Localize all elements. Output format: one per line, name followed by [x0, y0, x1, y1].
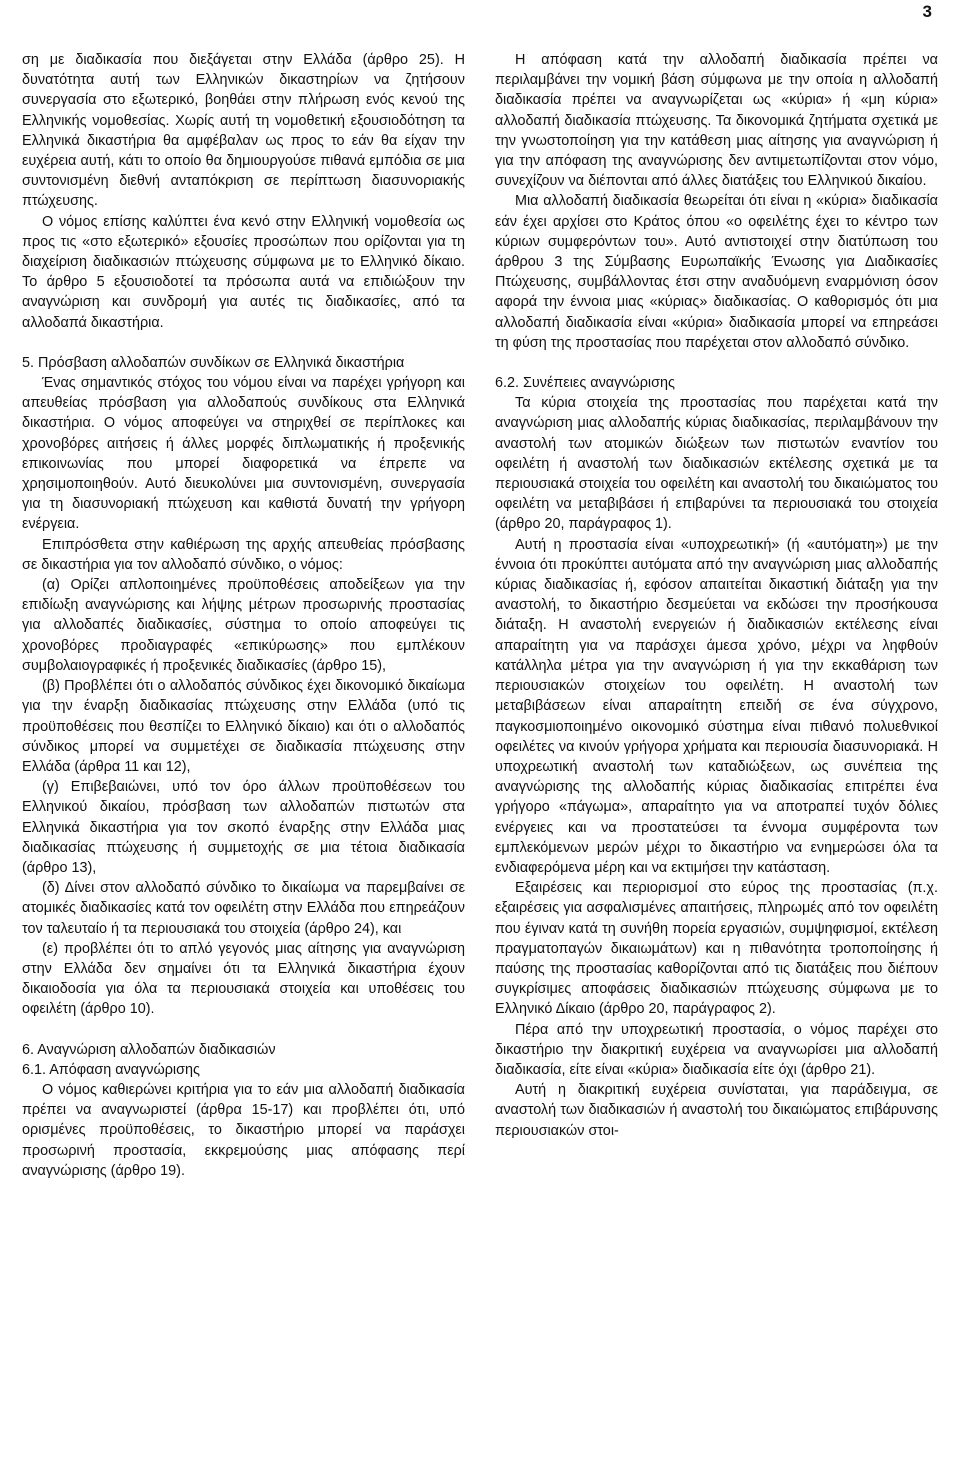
paragraph: Επιπρόσθετα στην καθιέρωση της αρχής απευθείας πρόσβασης σε δικαστήρια για τον αλλοδαπό σύνδικο, ο νόμος:: [22, 536, 465, 573]
subsection-heading: 6.2. Συνέπειες αναγνώρισης: [495, 375, 675, 392]
list-item: (δ) Δίνει στον αλλοδαπό σύνδικο το δικαίωμα να παρεμβαίνει σε ατομικές διαδικασίες κατά τον οφειλέτη στην Ελλάδα που επηρεάζουν τον ταλευταίο ή τα περιουσιακά του στοιχεία (άρθρο 24), και: [22, 880, 465, 937]
right-column: [495, 50, 938, 1141]
subsection-heading: 6.1. Απόφαση αναγνώρισης: [22, 1061, 200, 1078]
paragraph: Ο νόμος καθιερώνει κριτήρια για το εάν μια αλλοδαπή διαδικασία πρέπει να αναγνωριστεί (άρθρα 15-17) και προβλέπει ότι, υπό ορισμένες προϋποθέσεις, το δικαστήριο μπορεί να παράσχει προσωρινή προστασία, εκκρεμούσης μιας απόφασης περί αναγνώρισης (άρθρο 19).: [22, 1081, 465, 1179]
paragraph: Η απόφαση κατά την αλλοδαπή διαδικασία πρέπει να περιλαμβάνει την νομική βάση σύμφωνα με την οποία η αλλοδαπή διαδικασία πρέπει να αναγνωρίζεται ως «κύρια» ή «μη κύρια» αλλοδαπή διαδικασία πτώχευσης. Τα δικονομικά ζητήματα σχετικά με την γνωστοποίηση για την κατάθεση μιας αίτησης για αναγνώριση ή για την απόφαση της αναγνώρισης δεν αντιμετωπίζονται στον νόμο, συνεχίζουν να διέπονται από άλλες διατάξεις του Ελληνικού δικαίου.: [495, 52, 938, 190]
paragraph: Εξαιρέσεις και περιορισμοί στο εύρος της προστασίας (π.χ. εξαιρέσεις για ασφαλισμένες απαιτήσεις, πληρωμές από τον οφειλέτη που έγιναν κατά τη συνήθη πορεία εργασιών, συμψηφισμοί, εκτέλεση πραγματοπαγών δικαιωμάτων) και η πιθανότητα τροποποίησης ή παύσης της προστασίας καθορίζονται από τις διατάξεις που διέπουν συγκρίσιμες αποφάσεις διαδικασιών πτώχευσης σύμφωνα με το Ελληνικό Δίκαιο (άρθρο 20, παράγραφος 2).: [495, 880, 938, 1018]
paragraph: Αυτή η διακριτική ευχέρεια συνίσταται, για παράδειγμα, σε αναστολή των διαδικασιών ή αναστολή του δικαιώματος επιβάρυνσης περιουσιακών στοι-: [495, 1082, 938, 1139]
section-heading: 6. Αναγνώριση αλλοδαπών διαδικασιών: [22, 1041, 276, 1058]
page-number: 3: [922, 2, 932, 21]
paragraph: Μια αλλοδαπή διαδικασία θεωρείται ότι είναι η «κύρια» διαδικασία εάν έχει αρχίσει στο Κράτος όπου «ο οφειλέτης έχει το κέντρο των κύριων συμφερόντων του». Αυτό αντιστοιχεί στην διατύπωση του άρθρου 3 της Σύμβασης Ευρωπαϊκής Ένωσης για Διαδικασίες Πτώχευσης, συμβάλλοντας έτσι στην αναδυόμενη εναρμόνιση όσον αφορά την έννοια μιας «κύριας» διαδικασίας. Ο καθορισμός ότι μια αλλοδαπή διαδικασία είναι «κύρια» διαδικασία μπορεί να επηρεάσει τη φύση της προστασίας που παρέχεται στον αλλοδαπό σύνδικο.: [495, 193, 938, 351]
paragraph: Αυτή η προστασία είναι «υποχρεωτική» (ή «αυτόματη») με την έννοια ότι προκύπτει αυτόματα από την αναγνώριση μιας αλλοδαπής κύριας διαδικασίας ή, εφόσον απαιτείται δικαστική διάταξη για την αναστολή, το δικαστήριο δεσμεύεται να εκδώσει την προσήκουσα διάταξη. Η αναστολή ενεργειών ή διαδικασιών εκτέλεσης είναι απαραίτητη για να παράσχει άμεσα χρόνο, μέχρι να ληφθούν κατάλληλα μέτρα για την αναγνώριση ή για την εκκαθάριση των περιουσιακών στοιχείων του οφειλέτη. Η αναστολή των μεταβιβάσεων είναι απαραίτητη επειδή σε ένα σύγχρονο, παγκοσμιοποιημένο οικονομικό σύστημα είναι πιθανό πολυεθνικοί οφειλέτες να κινούν γρήγορα χρήματα και περιουσία διασυνοριακά. Η υποχρεωτική αναστολή των καταδιώξεων, ως συνέπεια της αναγνώρισης της αλλοδαπής κύριας διαδικασίας επιτρέπει ένα γρήγορο «πάγωμα», απαραίτητο για να αποτραπεί τυχόν δόλιες ενέργειες και να προστατεύσει τα έννομα συμφέροντα των εμπλεκόμενων μερών μέχρι το δικαστήριο να ενημερώσει όλα τα ενδιαφερόμενα μέρη και να εκτιμήσει την κατάσταση.: [495, 536, 938, 876]
list-item: (α) Ορίζει απλοποιημένες προϋποθέσεις αποδείξεων για την επιδίωξη αναγνώρισης και λήψης μέτρων προσωρινής προστασίας για αλλοδαπές διαδικασίες, σύστημα το οποίο αποφεύγει τις χρονοβόρες προδιαγραφές «επικύρωσης» που εμπλέκουν συμβολαιογραφικές ή προξενικές διαδικασίες (άρθρο 15),: [22, 577, 465, 674]
paragraph: ση με διαδικασία που διεξάγεται στην Ελλάδα (άρθρο 25). Η δυνατότητα αυτή των Ελληνικών δικαστηρίων να ζητήσουν συνεργασία στο εξωτερικό, βοηθάει στην πλήρωση ενός κενού της Ελληνικής νομοθεσίας. Χωρίς αυτή τη νομοθετική εξουσιοδότηση τα Ελληνικά δικαστήρια θα αμφέβαλαν ως προς το εάν θα είχαν την ευχέρεια αυτή, κάτι το οποίο θα δημιουργούσε πιθανά εμπόδια σε μια συντονισμένη διεθνή ανταπόκριση σε περίπτωση διασυνοριακής πτώχευσης.: [22, 52, 465, 210]
list-item: (β) Προβλέπει ότι ο αλλοδαπός σύνδικος έχει δικονομικό δικαίωμα για την έναρξη διαδικασίας πτώχευσης στην Ελλάδα (υπό τις προϋποθέσεις που θεσπίζει το Ελληνικό δίκαιο) και ότι ο αλλοδαπός σύνδικος μπορεί να συμμετέχει σε διαδικασία πτώχευσης στην Ελλάδα (άρθρα 11 και 12),: [22, 678, 465, 775]
section-heading: 5. Πρόσβαση αλλοδαπών συνδίκων σε Ελληνικά δικαστήρια: [22, 354, 405, 371]
list-item: (γ) Επιβεβαιώνει, υπό τον όρο άλλων προϋποθέσεων του Ελληνικού δικαίου, πρόσβαση των αλλοδαπών πιστωτών στα Ελληνικά δικαστήρια για τον σκοπό έναρξης στην Ελλάδα μιας διαδικασίας πτώχευσης ή συμμετοχής σε μια τέτοια διαδικασία (άρθρο 13),: [22, 779, 465, 876]
paragraph: Τα κύρια στοιχεία της προστασίας που παρέχεται κατά την αναγνώριση μιας αλλοδαπής κύριας διαδικασίας, περιλαμβάνουν την αναστολή των ατομικών διώξεων των πιστωτών εναντίον του οφειλέτη ή αναστολή των διαδικασιών εκτέλεσης σχετικά με τα περιουσιακά στοιχεία του οφειλέτη και αναστολή του δικαιώματος του οφειλέτη να μεταβιβάσει ή επιβαρύνει τα περιουσιακά του στοιχεία (άρθρο 20, παράγραφος 1).: [495, 395, 938, 533]
paragraph: Ένας σημαντικός στόχος του νόμου είναι να παρέχει γρήγορη και απευθείας πρόσβαση για αλλοδαπούς συνδίκους στα Ελληνικά δικαστήρια. Ο νόμος αποφεύγει να στηριχθεί σε περίπλοκες και χρονοβόρες αιτήσεις ή άλλες μορφές διπλωματικής ή προξενικής επικοινωνίας που μπορεί διαφορετικά να έπρεπε να χρησιμοποιηθούν. Αυτό διευκολύνει μια συντονισμένη, συνεργασία για τη διασυνοριακή πτώχευση και καθιστά δυνατή την γρήγορη ενέργεια.: [22, 375, 465, 533]
paragraph: Ο νόμος επίσης καλύπτει ένα κενό στην Ελληνική νομοθεσία ως προς τις «στο εξωτερικό» εξουσίες προσώπων που ορίζονται για τη διαχείριση διαδικασιών πτώχευσης σύμφωνα με το Ελληνικό δίκαιο. Το άρθρο 5 εξουσιοδοτεί τα πρόσωπα αυτά να επιδιώξουν την αναγνώριση και συνδρομή για αυτές τις διαδικασίες, από τα αλλοδαπά δικαστήρια.: [22, 213, 465, 331]
left-column: [22, 50, 465, 1181]
paragraph: Πέρα από την υποχρεωτική προστασία, ο νόμος παρέχει στο δικαστήριο την διακριτική ευχέρεια να αναγνωρίσει μια αλλοδαπή διαδικασία, είτε είναι «κύρια» διαδικασία είτε όχι (άρθρο 21).: [495, 1021, 938, 1078]
list-item: (ε) προβλέπει ότι το απλό γεγονός μιας αίτησης για αναγνώριση στην Ελλάδα δεν σημαίνει ότι τα Ελληνικά δικαστήρια έχουν δικαιοδοσία για όλα τα περιουσιακά στοιχεία και υποθέσεις του οφειλέτη (άρθρο 10).: [22, 940, 465, 1018]
